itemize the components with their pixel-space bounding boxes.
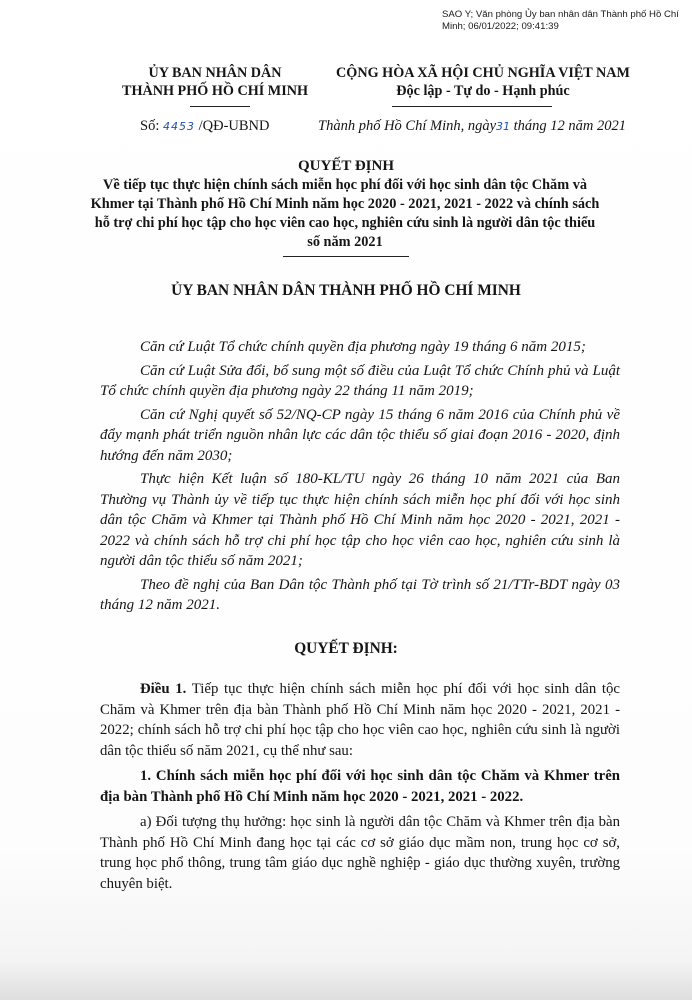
digital-copy-stamp: SAO Y; Văn phòng Ủy ban nhân dân Thành phố Hồ Chí Minh; 06/01/2022; 09:41:39 — [442, 9, 679, 32]
article-1-paragraph — [100, 679, 620, 761]
national-title: CỘNG HÒA XÃ HỘI CHỦ NGHĨA VIỆT NAM — [336, 65, 630, 81]
issuing-authority: ỦY BAN NHÂN DÂN THÀNH PHỐ HỒ CHÍ MINH — [171, 282, 521, 299]
basis-item: Thực hiện Kết luận số 180-KL/TU ngày 26 tháng 10 năm 2021 của Ban Thường vụ Thành ủy về tiếp tục thực hiện chính sách miễn học phí đối với học sinh dân tộc Chăm và Khmer tại Thành phố Hồ Chí Minh năm học 2020 - 2021, 2021 - 2022 và chính sách hỗ trợ chi phí học tập cho học viên cao học, nghiên cứu sinh là người dân tộc thiểu số năm 2021; — [100, 471, 620, 569]
page-shadow — [0, 960, 692, 1000]
issuer-underline — [190, 106, 250, 107]
national-motto: Độc lập - Tự do - Hạnh phúc — [396, 83, 570, 99]
document-title: QUYẾT ĐỊNH — [298, 158, 394, 174]
handwritten-number: 4453 — [162, 120, 195, 133]
place-and-date — [318, 118, 626, 135]
date-suffix: tháng 12 năm 2021 — [510, 118, 627, 134]
number-prefix: Số: — [140, 118, 163, 134]
basis-item: Theo đề nghị của Ban Dân tộc Thành phố tại Tờ trình số 21/TTr-BDT ngày 03 tháng 12 năm 2021. — [100, 576, 620, 613]
article-1 — [100, 679, 620, 894]
document-subtitle: Về tiếp tục thực hiện chính sách miễn học phí đối với học sinh dân tộc Chăm và Khmer tại Thành phố Hồ Chí Minh năm học 2020 - 2021, 2021 - 2022 và chính sách hỗ trợ chi phí học tập cho học viên cao học, nghiên cứu sinh là người dân tộc thiểu số năm 2021 — [90, 177, 600, 250]
basis-item: Căn cứ Luật Sửa đổi, bổ sung một số điều của Luật Tổ chức Chính phủ và Luật Tổ chức chính quyền địa phương ngày 22 tháng 11 năm 2019; — [100, 362, 620, 399]
section-1-item-a: a) Đối tượng thụ hưởng: học sinh là người dân tộc Chăm và Khmer trên địa bàn Thành phố Hồ Chí Minh đang học tại các cơ sở giáo dục mầm non, trung học cơ sở, trung học phổ thông, trung tâm giáo dục nghề nghiệp - giáo dục thường xuyên, trường chuyên biệt. — [100, 814, 620, 892]
number-suffix: /QĐ-UBND — [194, 118, 270, 134]
decision-heading: QUYẾT ĐỊNH: — [294, 640, 398, 657]
legal-basis — [100, 337, 620, 616]
document-number — [140, 118, 269, 135]
section-1-heading: 1. Chính sách miễn học phí đối với học sinh dân tộc Chăm và Khmer trên địa bàn Thành phố Hồ Chí Minh năm học 2020 - 2021, 2021 - 2022. — [100, 768, 620, 805]
date-prefix: Thành phố Hồ Chí Minh, ngày — [318, 118, 497, 134]
article-1-label: Điều 1. — [140, 681, 187, 697]
basis-item: Căn cứ Nghị quyết số 52/NQ-CP ngày 15 tháng 6 năm 2016 của Chính phủ về đẩy mạnh phát triển nguồn nhân lực các dân tộc thiểu số giai đoạn 2016 - 2020, định hướng đến năm 2030; — [100, 406, 620, 464]
handwritten-day: 31 — [496, 120, 511, 133]
issuer-line-2: THÀNH PHỐ HỒ CHÍ MINH — [121, 83, 309, 99]
motto-underline — [392, 106, 552, 107]
issuer-line-1: ỦY BAN NHÂN DÂN — [148, 65, 282, 81]
article-1-text: Tiếp tục thực hiện chính sách miễn học phí đối với học sinh dân tộc Chăm và Khmer trên địa bàn Thành phố Hồ Chí Minh năm học 2020 - 2021, 2021 - 2022; chính sách hỗ trợ chi phí học tập cho học viên cao học, nghiên cứu sinh là người dân tộc thiểu số năm 2021, cụ thể như sau: — [100, 681, 620, 759]
basis-item: Căn cứ Luật Tổ chức chính quyền địa phương ngày 19 tháng 6 năm 2015; — [140, 339, 586, 355]
subtitle-underline — [283, 256, 409, 257]
